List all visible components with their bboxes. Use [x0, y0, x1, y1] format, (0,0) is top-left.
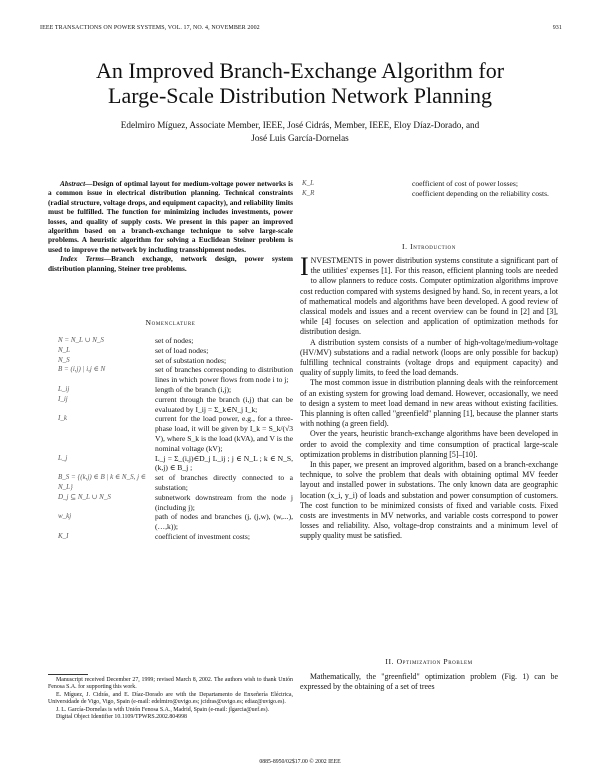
nomenclature-definition: coefficient of cost of power losses; [412, 179, 518, 188]
nomenclature-definition: coefficient depending on the reliability costs. [412, 188, 549, 198]
footnote-affiliation-1: E. Míguez, J. Cidrás, and E. Díaz-Dorado are with the Departamento de Enxeñería Eléctrica, Universidade de Vigo, Vigo, Spain (e-mail: edelmiro@uvigo.es; jcidras@uvigo.es; ediaz@uvigo.es). [48, 691, 293, 706]
footnote-received: Manuscript received December 27, 1999; revised March 8, 2002. The authors wish to thank Unión Fenosa S.A. for supporting this work. [48, 677, 293, 691]
nomenclature-definition: set of load nodes; [155, 345, 209, 355]
nomenclature-definition: subnetwork downstream from the node j (including j); [155, 492, 293, 512]
nomenclature-entry [300, 189, 558, 199]
nomenclature-heading: Nomenclature [145, 318, 196, 327]
nomenclature-symbol: w_kj [58, 512, 72, 521]
nomenclature-continued [300, 179, 558, 199]
optimization-heading: II. Optimization Problem [385, 657, 473, 666]
abstract [48, 179, 293, 273]
authors-line-1: Edelmiro Míguez, Associate Member, IEEE, José Cidrás, Member, IEEE, Eloy Díaz-Dorado, and [120, 120, 480, 130]
nomenclature-definition: current for the load power, e.g., for a three-phase load, it will be given by I_k = S_k/(√3 V), where S_k is the load (kVA), and V is the nominal voltage (kV); [155, 414, 293, 453]
nomenclature-entry [48, 356, 293, 366]
optimization-body [300, 672, 558, 692]
running-header [40, 25, 562, 31]
nomenclature-symbol: D_j ⊆ N_L ∪ N_S [58, 492, 111, 501]
nomenclature-definition: set of substation nodes; [155, 355, 227, 365]
introduction-body [300, 252, 558, 542]
nomenclature-symbol: N = N_L ∪ N_S [58, 336, 104, 344]
nomenclature-entry [48, 493, 293, 513]
nomenclature-definition: set of branches corresponding to distribution lines in which power flows from node i to j; [155, 365, 293, 385]
footnote-rule [48, 674, 88, 675]
nomenclature-entry [48, 414, 293, 453]
nomenclature-entry [48, 512, 293, 532]
nomenclature-definition: current through the branch (i,j) that can be evaluated by I_ij = Σ_k∈N_j I_k; [155, 394, 293, 414]
paper-title [0, 58, 600, 108]
nomenclature-entry [300, 179, 558, 189]
nomenclature-entry [48, 473, 293, 493]
nomenclature-definition: L_j = Σ_(i,j)∈D_j L_ij ; j ∈ N_L ; k ∈ N_S, (k,j) ∈ B_j ; [155, 453, 293, 473]
nomenclature-entry [48, 532, 293, 542]
title-line-2: Large-Scale Distribution Network Planning [108, 83, 492, 108]
nomenclature-definition: set of branches directly connected to a substation; [155, 473, 293, 492]
journal-line: IEEE TRANSACTIONS ON POWER SYSTEMS, VOL. 17, NO. 4, NOVEMBER 2002 [40, 25, 260, 31]
nomenclature-entry [48, 395, 293, 415]
optimization-paragraph-1: Mathematically, the "greenfield" optimization problem (Fig. 1) can be expressed by the obtaining of a set of trees [300, 672, 558, 692]
nomenclature-symbol: B = (i,j) | i,j ∈ N [58, 365, 106, 374]
index-terms-text: Branch exchange, network design, power system distribution planning, Steiner tree problems. [48, 254, 293, 273]
nomenclature-definition: length of the branch (i,j); [155, 384, 232, 394]
index-terms-label: Index Terms— [60, 254, 112, 264]
intro-paragraph-1: NVESTMENTS in power distribution systems constitute a significant part of the utilities' expenses [1]. For this reason, efficient planning tools are needed to allow planners to reduce costs. Computer optimization algorithms improve cost reduction compared with systems designed by hand. So, in recent years, a lot of mathematical models and algorithms have been developed. A good review of classical models and issues and a recent overview can be found in [2] and [3], while [4] focuses on selection and application of optimization methods for distribution design. [300, 256, 558, 337]
nomenclature-symbol: N_L [58, 345, 71, 354]
nomenclature-symbol: I_ij [58, 394, 68, 403]
nomenclature-list [48, 336, 293, 542]
nomenclature-symbol: I_k [58, 414, 67, 423]
intro-paragraph-2: A distribution system consists of a number of high-voltage/medium-voltage (HV/MV) substations and a radial network (loops are only possible for backup) fulfilling technical constraints (voltage drops and equipment capacity) and quality of supply limits, to feed the load demands. [300, 337, 558, 378]
page-number: 931 [552, 25, 562, 31]
footnote-affiliation-2: J. L. García-Dornelas is with Unión Fenosa S.A., Madrid, Spain (e-mail: jlgarcia@uef.es). [56, 706, 270, 713]
footnotes [48, 677, 293, 721]
author-list [60, 119, 540, 145]
nomenclature-symbol: K_R [302, 188, 315, 197]
intro-paragraph-4: Over the years, heuristic branch-exchange algorithms have been developed in order to avoid the complexity and time consumption of practical large-scale optimization problems in distribution planning [5]–[10]. [300, 429, 558, 459]
nomenclature-symbol: K_I [58, 531, 69, 540]
nomenclature-symbol: B_S = {(k,j) ∈ B | k ∈ N_S, j ∈ N_L} [58, 473, 146, 491]
footnote-doi: Digital Object Identifier 10.1109/TPWRS.2002.804998 [56, 714, 187, 721]
nomenclature-symbol: N_S [58, 355, 70, 364]
nomenclature-symbol: L_j [58, 453, 68, 462]
intro-paragraph-5: In this paper, we present an improved algorithm, based on a branch-exchange technique, to solve the problem that deals with obtaining optimal MV feeder layout and installed power in substations. The only known data are geographic location (x_i, y_i) of loads and substation and power consumption of customers. The cost function to be minimized consists of fixed and variable costs. Fixed costs are investments in MV networks, and variable costs correspond to power losses and reliability. Also, voltage-drop constraints and a minimum level of supply quality must be satisfied. [300, 460, 558, 541]
nomenclature-entry [48, 454, 293, 474]
authors-line-2: José Luis García-Dornelas [251, 133, 349, 143]
intro-paragraph-3: The most common issue in distribution planning deals with the reinforcement of an existing system for growing load demand. However, occasionally, we need to design a system to meet load demand in new areas without existing facilities. This planning is often called "greenfield" planning [1], because the planner starts with nothing (a green field). [300, 378, 558, 429]
drop-cap: I [300, 252, 309, 281]
title-line-1: An Improved Branch-Exchange Algorithm for [95, 58, 505, 83]
nomenclature-definition: set of nodes; [155, 336, 194, 345]
nomenclature-symbol: L_ij [58, 384, 70, 393]
nomenclature-definition: path of nodes and branches (j, (j,w), (w,...), (…,k)); [155, 512, 293, 532]
abstract-label: Abstract— [60, 179, 93, 188]
nomenclature-definition: coefficient of investment costs; [155, 531, 250, 541]
nomenclature-entry [48, 385, 293, 395]
abstract-text: Design of optimal layout for medium-voltage power networks is a common issue in electrical distribution planning. Technical constraints (radial structure, voltage drops, and equipment capacity), and reliability limits must be fulfilled. The function for minimizing includes investments, power losses, and quality of supply costs. We present in this paper an improved algorithm based on a branch-exchange technique to solve large-scale problems. A heuristic algorithm for solving a Euclidean Steiner problem is used to improve the network by including transshipment nodes. [48, 179, 293, 254]
nomenclature-entry [48, 346, 293, 356]
copyright-line: 0885-8950/02$17.00 © 2002 IEEE [259, 759, 341, 765]
nomenclature-entry [48, 365, 293, 385]
nomenclature-symbol: K_L [302, 179, 315, 187]
intro-heading: I. Introduction [402, 242, 456, 251]
nomenclature-entry [48, 336, 293, 346]
